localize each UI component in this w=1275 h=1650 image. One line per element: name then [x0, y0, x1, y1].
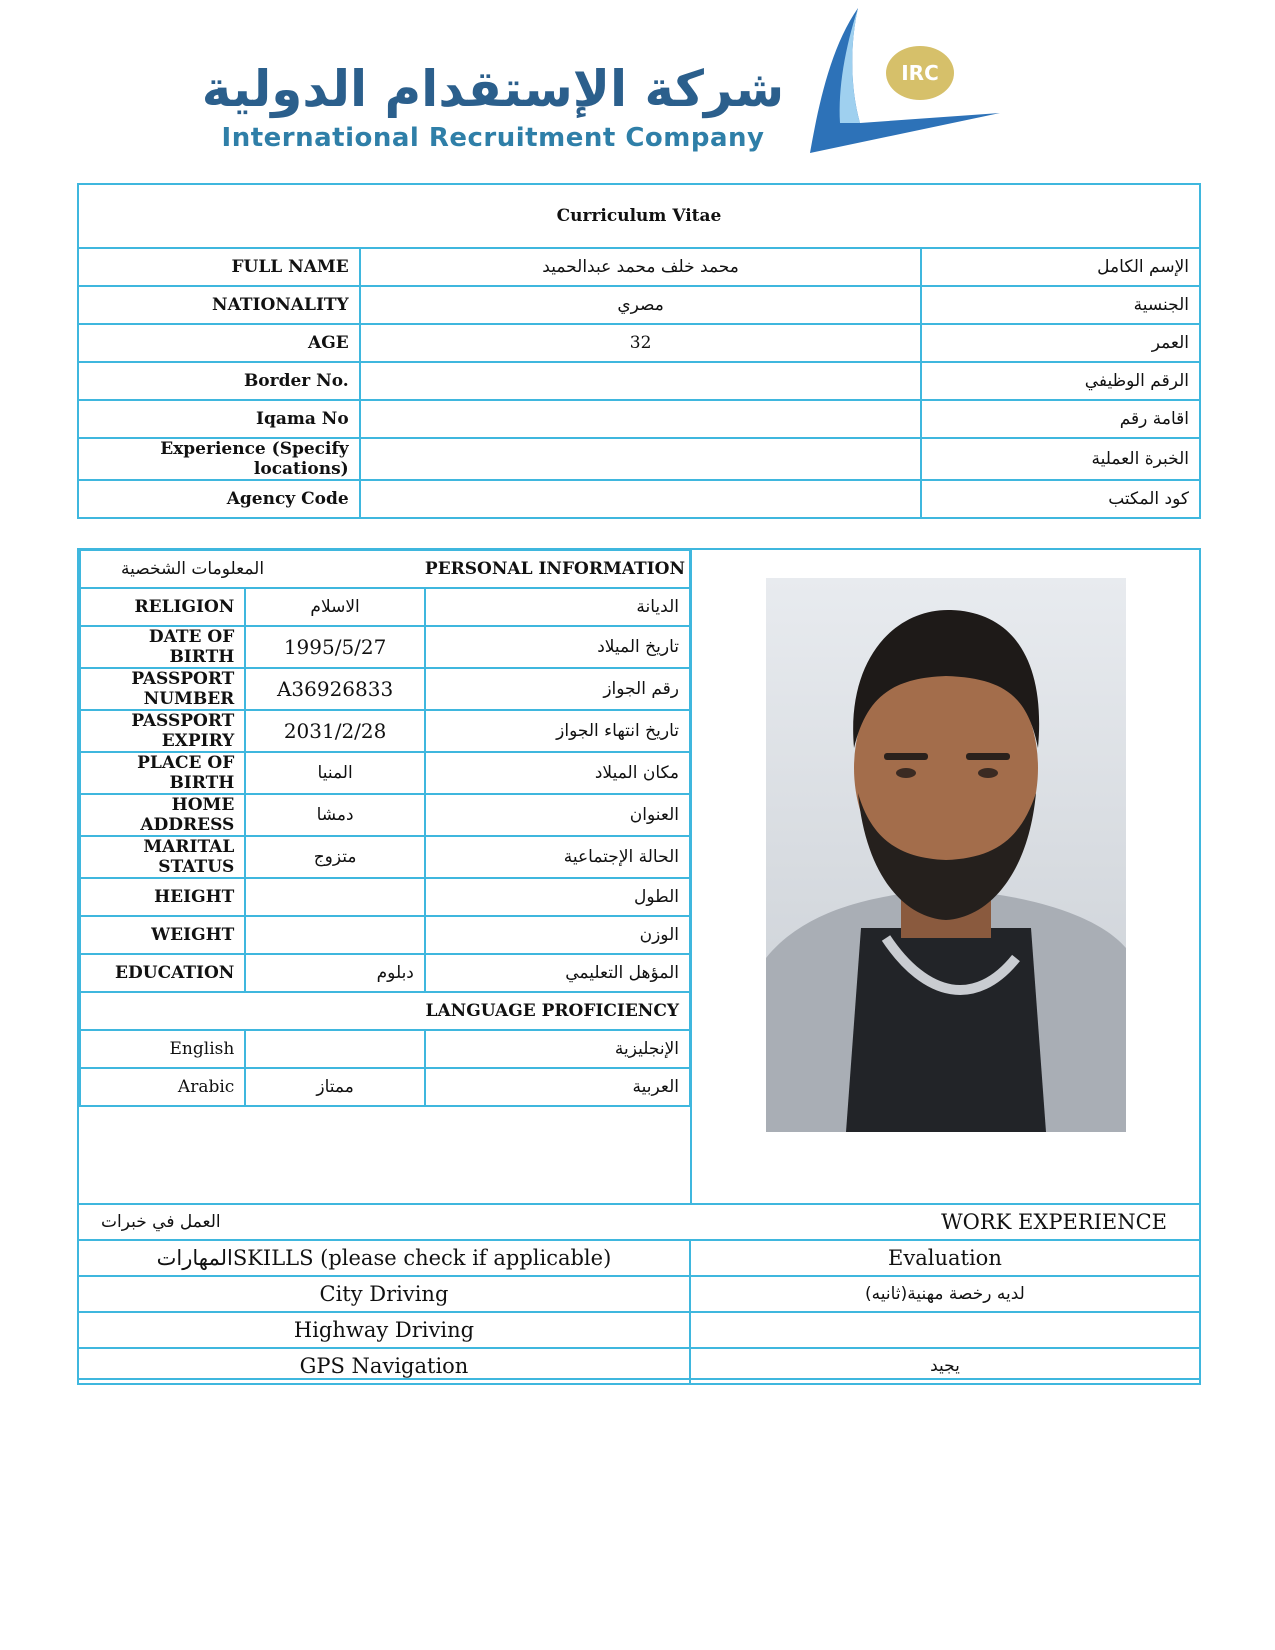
education-label: EDUCATION — [80, 954, 245, 992]
table-row — [80, 752, 690, 794]
table-row — [78, 324, 1200, 362]
nationality-value: مصري — [360, 286, 922, 324]
table-row — [80, 992, 690, 1030]
table-row — [80, 794, 690, 836]
table-row — [80, 954, 690, 992]
table-row — [80, 588, 690, 626]
weight-label-ar: الوزن — [425, 916, 690, 954]
language-arabic-label-ar: العربية — [425, 1068, 690, 1106]
agency-code-value — [360, 480, 922, 518]
experience-label-ar: الخبرة العملية — [921, 438, 1200, 480]
iqama-no-value — [360, 400, 922, 438]
border-no-label: Border No. — [78, 362, 360, 400]
iqama-no-label-ar: اقامة رقم — [921, 400, 1200, 438]
passport-number-label: PASSPORT NUMBER — [80, 668, 245, 710]
border-no-value — [360, 362, 922, 400]
table-row — [78, 400, 1200, 438]
home-address-label-ar: العنوان — [425, 794, 690, 836]
personal-info-table — [79, 549, 691, 1107]
person-portrait-icon — [766, 578, 1126, 1132]
table-row — [80, 668, 690, 710]
religion-label: RELIGION — [80, 588, 245, 626]
weight-label: WEIGHT — [80, 916, 245, 954]
page-title: Curriculum Vitae — [78, 184, 1200, 248]
table-row — [78, 286, 1200, 324]
personal-info-heading: PERSONAL INFORMATION — [425, 550, 690, 588]
skills-header: المهاراتSKILLS (please check if applicable) — [78, 1240, 690, 1276]
education-value: دبلوم — [245, 954, 425, 992]
marital-status-label: MARITAL STATUS — [80, 836, 245, 878]
work-experience-table — [77, 1203, 1201, 1385]
agency-code-label: Agency Code — [78, 480, 360, 518]
passport-number-value: A36926833 — [245, 668, 425, 710]
height-value — [245, 878, 425, 916]
logo-english-text: International Recruitment Company — [221, 123, 765, 153]
profile-photo — [766, 578, 1126, 1132]
skill-city-driving: City Driving — [78, 1276, 690, 1312]
work-experience-heading-ar: العمل في خبرات — [101, 1212, 221, 1232]
place-of-birth-label: PLACE OF BIRTH — [80, 752, 245, 794]
evaluation-gps-navigation: يجيد — [690, 1348, 1200, 1384]
table-row — [80, 1030, 690, 1068]
table-row — [80, 916, 690, 954]
evaluation-highway-driving — [690, 1312, 1200, 1348]
table-row — [78, 1240, 1200, 1276]
passport-expiry-value: 2031/2/28 — [245, 710, 425, 752]
full-name-label-ar: الإسم الكامل — [921, 248, 1200, 286]
age-label: AGE — [78, 324, 360, 362]
language-arabic-label: Arabic — [80, 1068, 245, 1106]
skill-highway-driving: Highway Driving — [78, 1312, 690, 1348]
table-row — [78, 248, 1200, 286]
marital-status-value: متزوج — [245, 836, 425, 878]
religion-value: الاسلام — [245, 588, 425, 626]
language-english-label: English — [80, 1030, 245, 1068]
table-row — [78, 438, 1200, 480]
home-address-label: HOME ADDRESS — [80, 794, 245, 836]
passport-number-label-ar: رقم الجواز — [425, 668, 690, 710]
marital-status-label-ar: الحالة الإجتماعية — [425, 836, 690, 878]
logo-arabic-text: شركة الإستقدام الدولية — [201, 60, 785, 118]
nationality-label: NATIONALITY — [78, 286, 360, 324]
place-of-birth-value: المنيا — [245, 752, 425, 794]
logo-badge-text: IRC — [901, 61, 939, 85]
age-value: 32 — [360, 324, 922, 362]
evaluation-city-driving: لديه رخصة مهنية(ثانيه) — [690, 1276, 1200, 1312]
table-row — [80, 1068, 690, 1106]
age-label-ar: العمر — [921, 324, 1200, 362]
table-row — [78, 1276, 1200, 1312]
table-row — [78, 1312, 1200, 1348]
experience-value — [360, 438, 922, 480]
table-row — [80, 836, 690, 878]
work-experience-heading: WORK EXPERIENCE — [941, 1210, 1167, 1234]
personal-info-heading-ar: المعلومات الشخصية — [121, 559, 265, 579]
home-address-value: دمشا — [245, 794, 425, 836]
religion-label-ar: الديانة — [425, 588, 690, 626]
table-row — [78, 362, 1200, 400]
full-name-label: FULL NAME — [78, 248, 360, 286]
experience-label: Experience (Specify locations) — [78, 438, 360, 480]
language-proficiency-heading: LANGUAGE PROFICIENCY — [80, 992, 690, 1030]
education-label-ar: المؤهل التعليمي — [425, 954, 690, 992]
table-row — [80, 550, 690, 588]
place-of-birth-label-ar: مكان الميلاد — [425, 752, 690, 794]
full-name-value: محمد خلف محمد عبدالحميد — [360, 248, 922, 286]
weight-value — [245, 916, 425, 954]
language-english-label-ar: الإنجليزية — [425, 1030, 690, 1068]
height-label: HEIGHT — [80, 878, 245, 916]
table-row — [80, 878, 690, 916]
nationality-label-ar: الجنسية — [921, 286, 1200, 324]
dob-label-ar: تاريخ الميلاد — [425, 626, 690, 668]
table-row — [80, 710, 690, 752]
dob-label: DATE OF BIRTH — [80, 626, 245, 668]
evaluation-header: Evaluation — [690, 1240, 1200, 1276]
skill-gps-navigation: GPS Navigation — [78, 1348, 690, 1384]
language-english-value — [245, 1030, 425, 1068]
border-no-label-ar: الرقم الوظيفي — [921, 362, 1200, 400]
table-row — [78, 1348, 1200, 1384]
passport-expiry-label-ar: تاريخ انتهاء الجواز — [425, 710, 690, 752]
table-row — [80, 626, 690, 668]
summary-table — [77, 183, 1201, 519]
iqama-no-label: Iqama No — [78, 400, 360, 438]
passport-expiry-label: PASSPORT EXPIRY — [80, 710, 245, 752]
agency-code-label-ar: كود المكتب — [921, 480, 1200, 518]
height-label-ar: الطول — [425, 878, 690, 916]
table-row — [78, 1204, 1200, 1240]
dob-value: 1995/5/27 — [245, 626, 425, 668]
language-arabic-value: ممتاز — [245, 1068, 425, 1106]
table-row — [78, 480, 1200, 518]
